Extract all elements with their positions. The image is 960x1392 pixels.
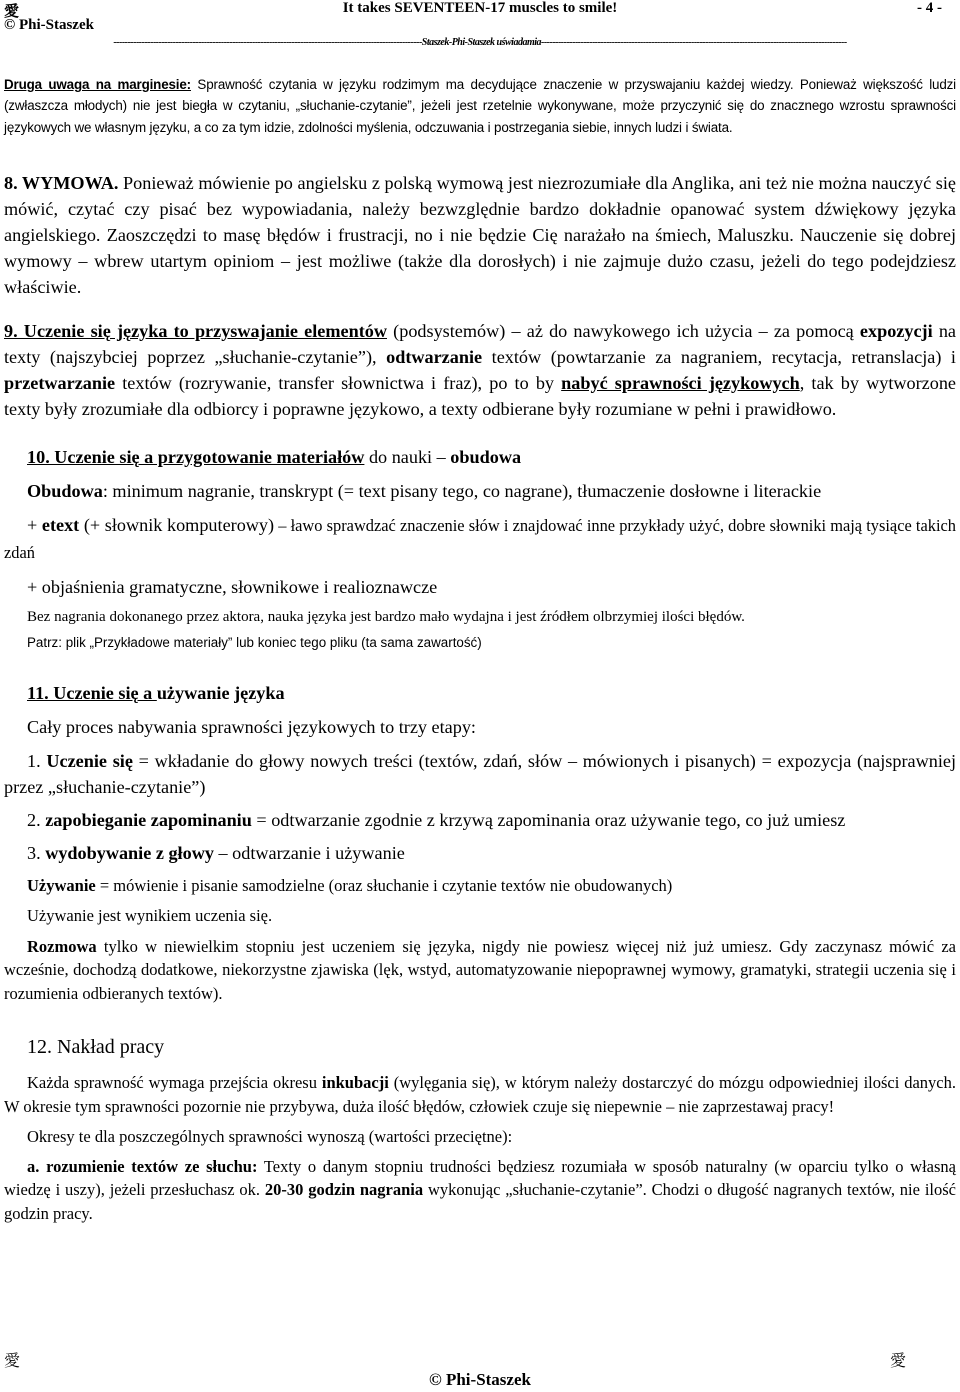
using-term: Używanie (27, 875, 96, 895)
main-content (4, 74, 956, 1225)
section-9-text: przetwarzanie (4, 372, 116, 393)
item-1-number: 1. (27, 750, 47, 771)
page-number: - 4 - (917, 0, 942, 16)
love-symbol-icon: 愛 (4, 2, 20, 20)
incubation-text: (wylęgania się), w którym należy dostarczyć do mózgu odpowiedniej ilości danych. W okresie tym sprawności pozornie nie przybywa, duża ilość błędów, człowiek czuje się niepewnie – nie zaprzestawaj pracy! (4, 1073, 956, 1116)
header-title: It takes SEVENTEEN-17 muscles to smile! (342, 0, 618, 16)
using-text: = mówienie i pisanie samodzielne (oraz słuchanie i czytanie textów nie obudowanych) (95, 875, 673, 895)
section-11-heading-text: używanie języka (156, 682, 285, 703)
section-9-text: textów (powtarzanie za nagraniem, recytacja, retranslacja) i (482, 346, 956, 367)
note-text: Sprawność czytania w języku rodzimym ma decydujące znaczenie w przyswajaniu każdej wiedzy. Ponieważ większość ludzi (zwłaszcza młodych) nie jest biegła w czytaniu, „słuchanie-czytanie”, jeżeli jest rzetelnie wykonywane, może przyczynić się do znacznego wzrostu sprawności językowych we własnym języku, a co za tym idzie, zdolności myślenia, odczuwania i postrzegania siebie, innych ludzi i świata. (4, 77, 956, 135)
section-9-text: odtwarzanie (386, 346, 483, 367)
item-3-term: wydobywanie z głowy (45, 842, 214, 863)
section-12-heading: 12. Nakład pracy (27, 1036, 165, 1059)
item-1-term: Uczenie się (46, 750, 133, 771)
incubation-term: inkubacji (321, 1073, 389, 1093)
section-10-etext (4, 512, 956, 566)
obudowa-term: Obudowa (27, 480, 103, 501)
listening-text: Texty o danym stopniu trudności będziesz rozumiała w sposób naturalny (w oparciu tylko o własną wiedzę i uszy), jeżeli przesłuchasz ok. (4, 1156, 956, 1200)
section-9-text: na texty (najszybciej poprzez „słuchanie-czytanie”), (4, 320, 956, 367)
section-10-heading (27, 444, 956, 470)
love-symbol-icon: 愛 (890, 1351, 907, 1370)
section-12-incubation (4, 1071, 956, 1118)
section-11-result: Używanie jest wynikiem uczenia się. (27, 905, 273, 925)
section-9-text: textów (rozrywanie, transfer słownictwa i fraz), po to by (115, 372, 562, 393)
section-11-conversation (4, 935, 956, 1006)
etext-term: etext (41, 514, 80, 535)
section-9-text: (podsystemów) – aż do nawykowego ich użycia – za pomocą (387, 320, 860, 341)
note-label: Druga uwaga na marginesie: (4, 77, 191, 92)
etext-text: – ławo sprawdzać znaczenie słów i znajdować inne przykłady użyć, dobre słowniki mają tysiące takich zdań (4, 515, 956, 562)
section-9 (4, 318, 956, 422)
item-1-text: = wkładanie do głowy nowych treści (textów, zdań, słów – mówionych i pisanych) = expozycja (najsprawniej przez „słuchanie-czytanie”) (4, 750, 957, 797)
section-11-intro: Cały proces nabywania sprawności językowych to trzy etapy: (27, 716, 476, 737)
listening-term: a. rozumienie textów ze słuchu: (27, 1156, 258, 1176)
obudowa-text: : minimum nagranie, transkrypt (= text pisany tego, co nagrane), tłumaczenie dosłowne i literackie (102, 480, 822, 501)
section-10-obudowa (27, 478, 956, 504)
section-10-see-file: Patrz: plik „Przykładowe materiały” lub koniec tego pliku (ta sama zawartość) (27, 634, 482, 650)
listening-text: wykonując „słuchanie-czytanie”. Chodzi o długość nagranych textów, nie ilość godzin pracy. (4, 1180, 956, 1223)
item-3-number: 3. (27, 842, 46, 863)
section-11-item-2 (4, 807, 956, 833)
section-8 (4, 170, 956, 300)
section-12-listening (4, 1155, 956, 1226)
conversation-term: Rozmowa (27, 936, 97, 956)
page-footer (0, 1348, 960, 1392)
etext-text: (+ słownik komputerowy) (79, 514, 275, 535)
item-2-text: = odtwarzanie zgodnie z krzywą zapominania oraz używanie tego, co już umiesz (251, 809, 846, 830)
incubation-text: Każda sprawność wymaga przejścia okresu (27, 1073, 322, 1093)
page-header (4, 0, 956, 18)
item-2-number: 2. (27, 809, 46, 830)
conversation-text: tylko w niewielkim stopniu jest uczeniem się języka, nigdy nie powiesz więcej niż już umiesz. Gdy zaczynasz mówić za wcześnie, dochodzą dodatkowe, niekorzystne zjawiska (lęk, wstyd, automatyzowanie niepoprawnej wymowy, gramatyki, strategii uczenia się i rozumienia odbieranych textów). (4, 936, 956, 1003)
section-9-text: nabyć sprawności językowych (561, 372, 800, 393)
section-11-using (27, 874, 956, 898)
section-10-warning: Bez nagrania dokonanego przez aktora, nauka języka jest bardzo mało wydajna i jest źródłem olbrzymiej ilości błędów. (27, 608, 745, 625)
love-symbol-icon: 愛 (4, 1351, 21, 1370)
margin-note (4, 74, 956, 138)
header-author: © Phi-Staszek (4, 17, 94, 33)
section-9-heading: 9. Uczenie się języka to przyswajanie elementów (4, 320, 387, 341)
section-12-periods: Okresy te dla poszczególnych sprawności wynoszą (wartości przeciętne): (27, 1127, 513, 1147)
section-11-heading-text: 11. Uczenie się a (27, 682, 157, 703)
section-11-item-3 (27, 840, 956, 866)
header-rule: -------------------------------------------------------------------------------------------------------------Staszek-Phi-Staszek uświadamia------------------------------------------------------------------------------------------------------------ (113, 37, 847, 48)
section-9-text: expozycji (859, 320, 933, 341)
section-11-item-1 (4, 748, 956, 800)
item-2-term: zapobieganie zapominaniu (45, 809, 252, 830)
section-8-text: Ponieważ mówienie po angielsku z polską wymową jest niezrozumiałe dla Anglika, ani też nie można nauczyć się mówić, czytać czy pisać bez wypowiadania, należy bezwzględnie bardzo dokładnie opanować system dźwiękowy języka angielskiego. Zaoszczędzi to masę błędów i frustracji, no i nie będzie Cię narażało na śmiech, Maluszku. Nauczenie się dobrej wymowy – wbrew utartym opiniom – jest możliwe (także dla dorosłych) i nie zajmuje dużo czasu, jeżeli do tego podejdziesz właściwie. (4, 172, 956, 297)
section-10-heading-text: obudowa (450, 446, 522, 467)
footer-author: © Phi-Staszek (429, 1370, 531, 1389)
section-9-text: , tak by wytworzone texty były zrozumiałe dla odbiorcy i poprawne językowo, a texty odbierane były rozumiane w pełni i prawidłowo. (4, 372, 956, 419)
etext-text: + (27, 514, 42, 535)
section-10-explanations: + objaśnienia gramatyczne, słownikowe i realioznawcze (27, 576, 438, 597)
section-10-heading-text: do nauki – (364, 446, 451, 467)
section-11-heading (27, 680, 956, 706)
section-10-heading-text: 10. Uczenie się a przygotowanie materiałów (27, 446, 365, 467)
item-3-text: – odtwarzanie i używanie (213, 842, 405, 863)
section-8-heading: 8. WYMOWA. (4, 172, 119, 193)
listening-hours: 20-30 godzin nagrania (264, 1180, 424, 1200)
